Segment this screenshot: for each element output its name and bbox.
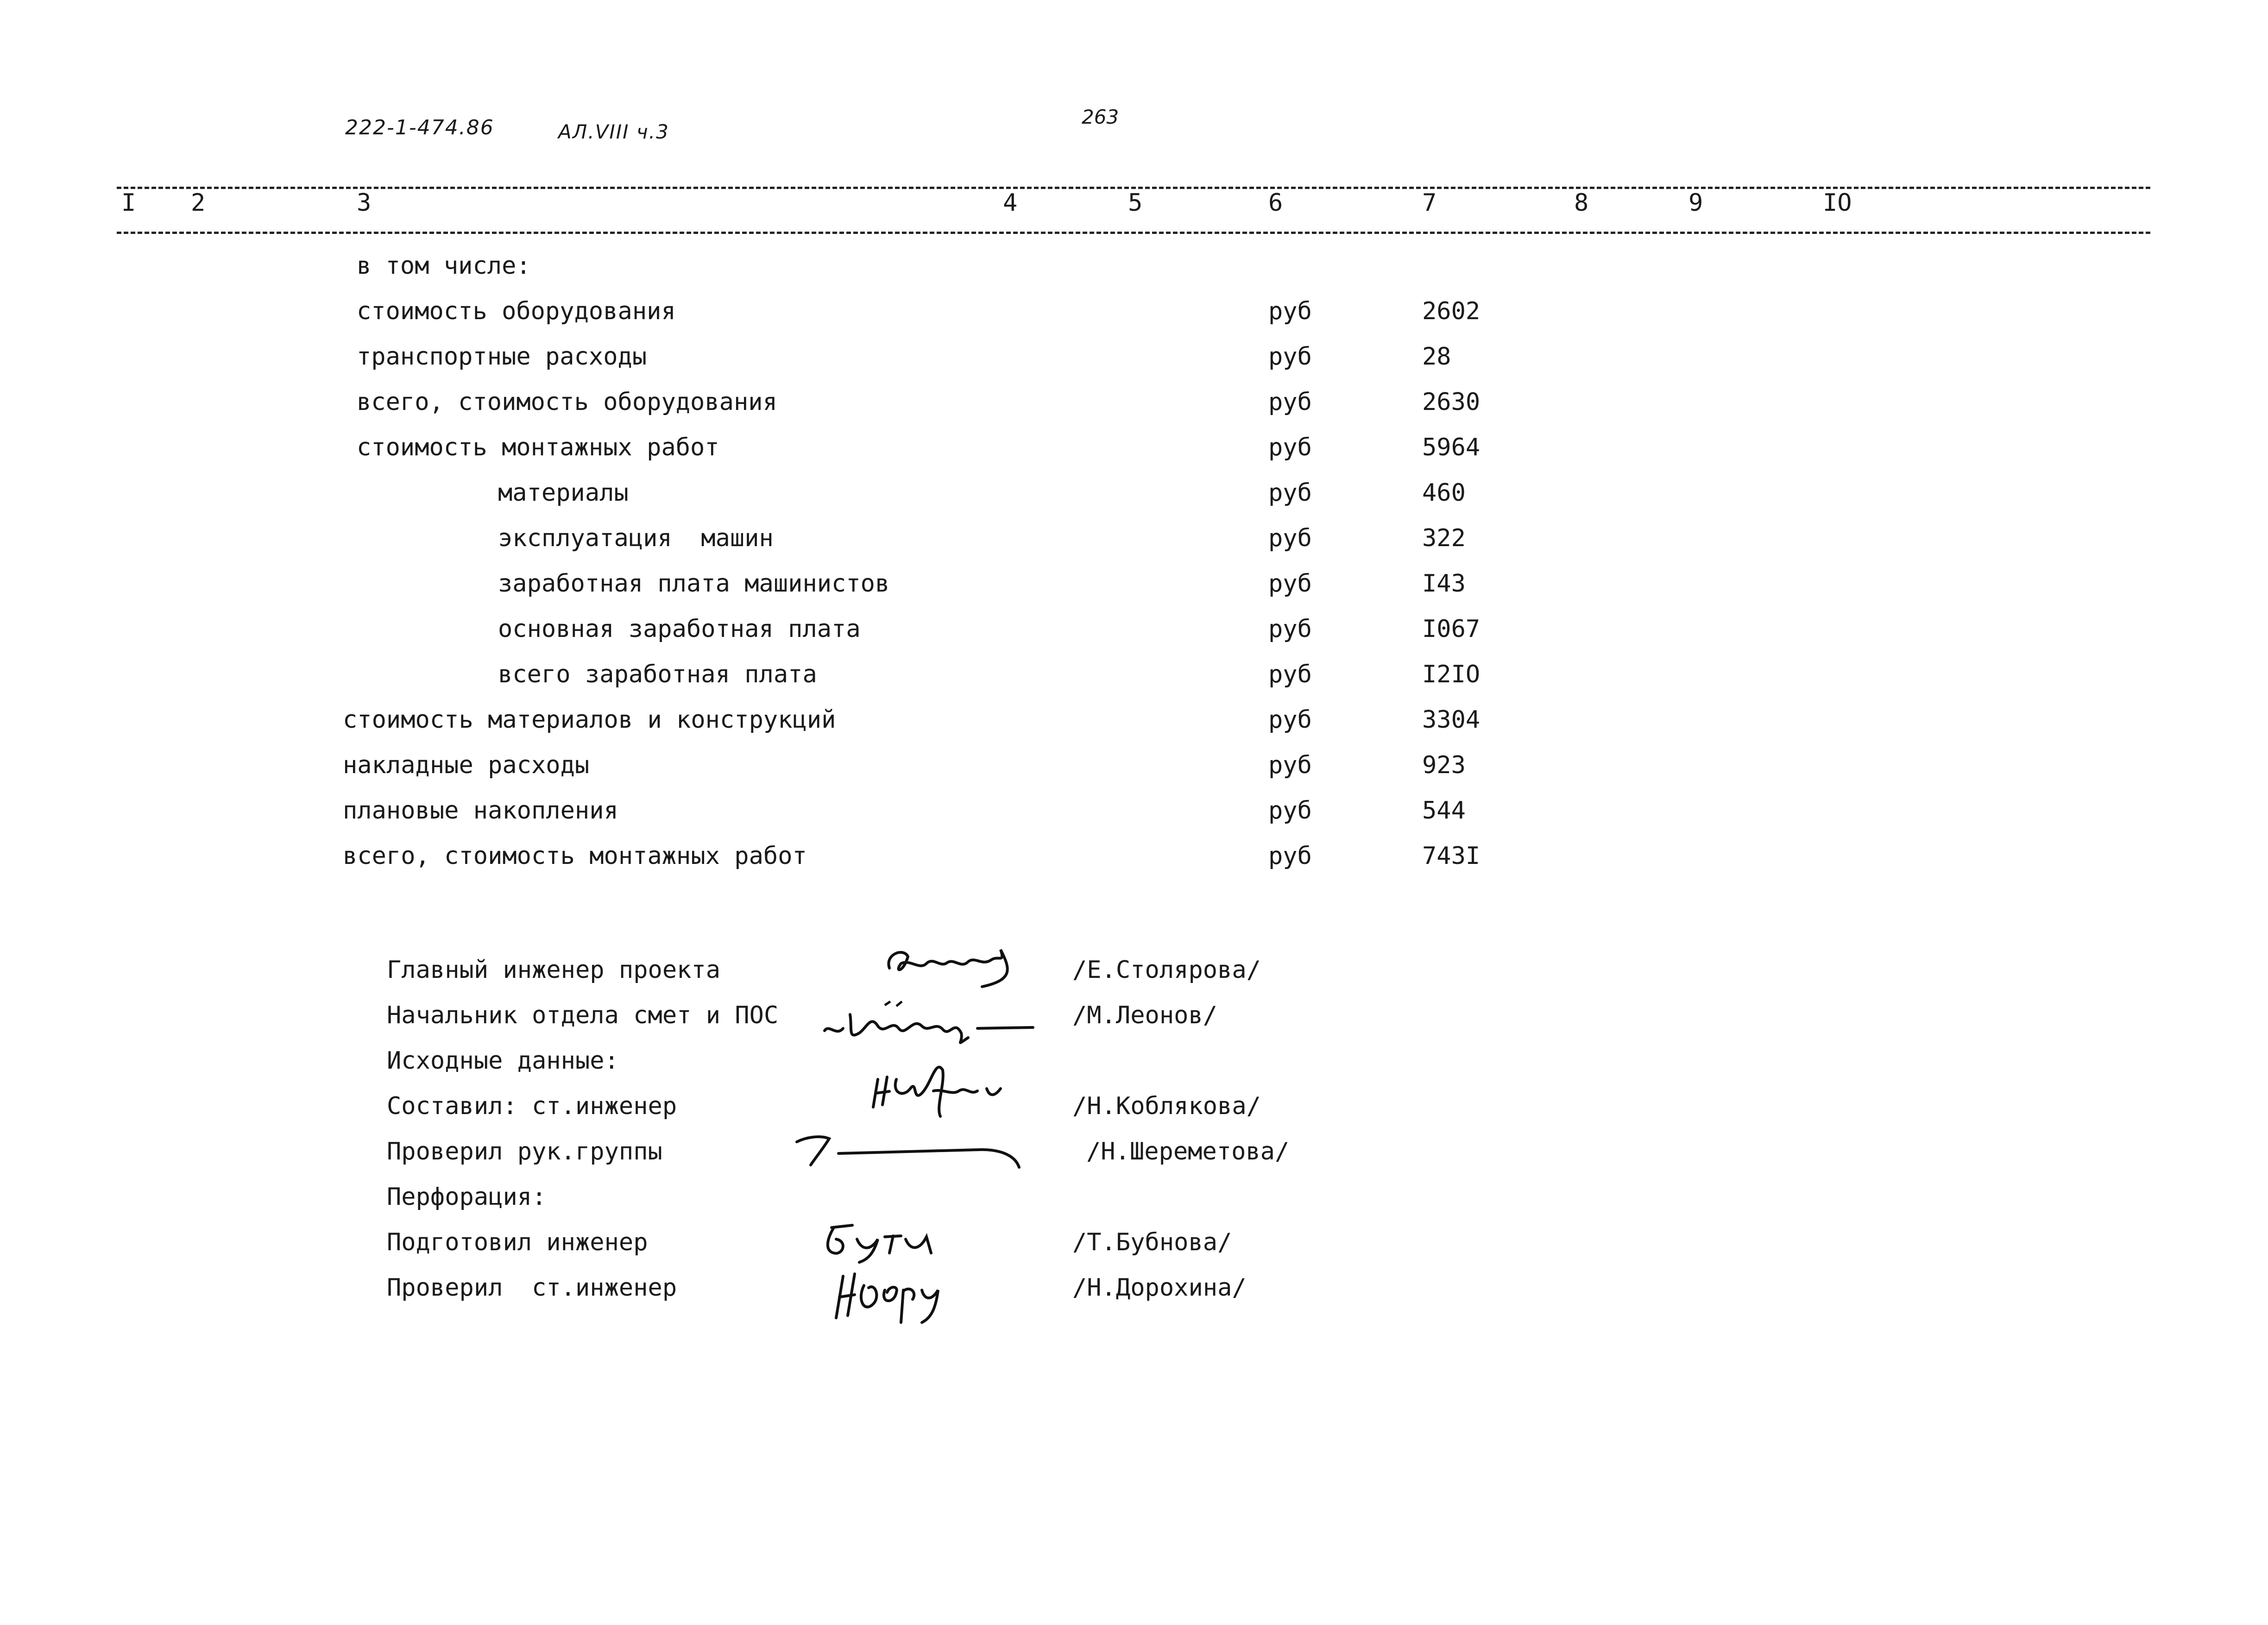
row-label: всего заработная плата — [498, 661, 817, 688]
album-reference: АЛ.VIII ч.3 — [558, 120, 669, 143]
row-value: 544 — [1422, 797, 1466, 825]
row-unit: руб — [1268, 297, 1312, 325]
row-unit: руб — [1268, 706, 1312, 734]
signature-name: /Н.Коблякова/ — [1072, 1092, 1261, 1120]
column-number: 5 — [1128, 189, 1143, 217]
signature-role: Начальник отдела смет и ПОС — [387, 1001, 779, 1029]
row-unit: руб — [1268, 343, 1312, 371]
handwritten-signature — [829, 1258, 968, 1327]
row-label: стоимость материалов и конструкций — [343, 706, 836, 734]
handwritten-signature — [866, 1052, 1014, 1121]
row-unit: руб — [1268, 842, 1312, 870]
row-value: I43 — [1422, 570, 1466, 598]
row-label: материалы — [498, 479, 629, 507]
signature-role: Перфорация: — [387, 1183, 547, 1211]
signature-name: /М.Леонов/ — [1072, 1001, 1218, 1029]
handwritten-signature — [783, 1126, 1033, 1177]
row-unit: руб — [1268, 797, 1312, 825]
row-label: стоимость монтажных работ — [357, 434, 719, 461]
row-label: всего, стоимость оборудования — [357, 388, 777, 416]
row-value: 743I — [1422, 842, 1480, 870]
signature-name: /Н.Дорохина/ — [1072, 1274, 1247, 1302]
row-label: основная заработная плата — [498, 615, 861, 643]
column-number: 4 — [1003, 189, 1018, 217]
column-number: 2 — [191, 189, 206, 217]
row-value: 3304 — [1422, 706, 1480, 734]
row-unit: руб — [1268, 388, 1312, 416]
row-value: 322 — [1422, 524, 1466, 552]
row-value: 923 — [1422, 751, 1466, 779]
document-code: 222-1-474.86 — [345, 116, 494, 139]
row-label: всего, стоимость монтажных работ — [343, 842, 807, 870]
column-number: 3 — [357, 189, 372, 217]
row-unit: руб — [1268, 751, 1312, 779]
row-value: I067 — [1422, 615, 1480, 643]
signature-role: Проверил рук.группы — [387, 1138, 662, 1165]
column-number: 7 — [1422, 189, 1437, 217]
signature-role: Подготовил инженер — [387, 1228, 648, 1256]
signature-name: /Е.Столярова/ — [1072, 956, 1261, 984]
signature-name: /Н.Шереметова/ — [1086, 1138, 1290, 1165]
row-unit: руб — [1268, 434, 1312, 461]
row-value: I2IO — [1422, 661, 1480, 688]
column-number: 9 — [1688, 189, 1703, 217]
header-rule-bottom — [117, 232, 2150, 234]
column-number: IO — [1823, 189, 1852, 217]
row-value: 5964 — [1422, 434, 1480, 461]
signature-role: Исходные данные: — [387, 1047, 619, 1075]
row-unit: руб — [1268, 661, 1312, 688]
row-label: плановые накопления — [343, 797, 618, 825]
row-unit: руб — [1268, 615, 1312, 643]
handwritten-signature — [876, 936, 1042, 1001]
page-number: 263 — [1082, 106, 1119, 128]
column-number: I — [121, 189, 136, 217]
row-value: 28 — [1422, 343, 1451, 371]
row-value: 460 — [1422, 479, 1466, 507]
signature-role: Составил: ст.инженер — [387, 1092, 677, 1120]
row-label: накладные расходы — [343, 751, 590, 779]
row-unit: руб — [1268, 524, 1312, 552]
row-label: стоимость оборудования — [357, 297, 676, 325]
row-label: в том числе: — [357, 252, 531, 280]
handwritten-signature — [815, 996, 1047, 1056]
row-value: 2630 — [1422, 388, 1480, 416]
row-unit: руб — [1268, 479, 1312, 507]
signature-name: /Т.Бубнова/ — [1072, 1228, 1232, 1256]
column-number: 8 — [1574, 189, 1589, 217]
row-value: 2602 — [1422, 297, 1480, 325]
row-label: эксплуатация машин — [498, 524, 774, 552]
signature-role: Главный инженер проекта — [387, 956, 721, 984]
row-label: заработная плата машинистов — [498, 570, 890, 598]
handwritten-signature — [815, 1214, 954, 1265]
row-unit: руб — [1268, 570, 1312, 598]
row-label: транспортные расходы — [357, 343, 647, 371]
column-number: 6 — [1268, 189, 1283, 217]
signature-role: Проверил ст.инженер — [387, 1274, 677, 1302]
